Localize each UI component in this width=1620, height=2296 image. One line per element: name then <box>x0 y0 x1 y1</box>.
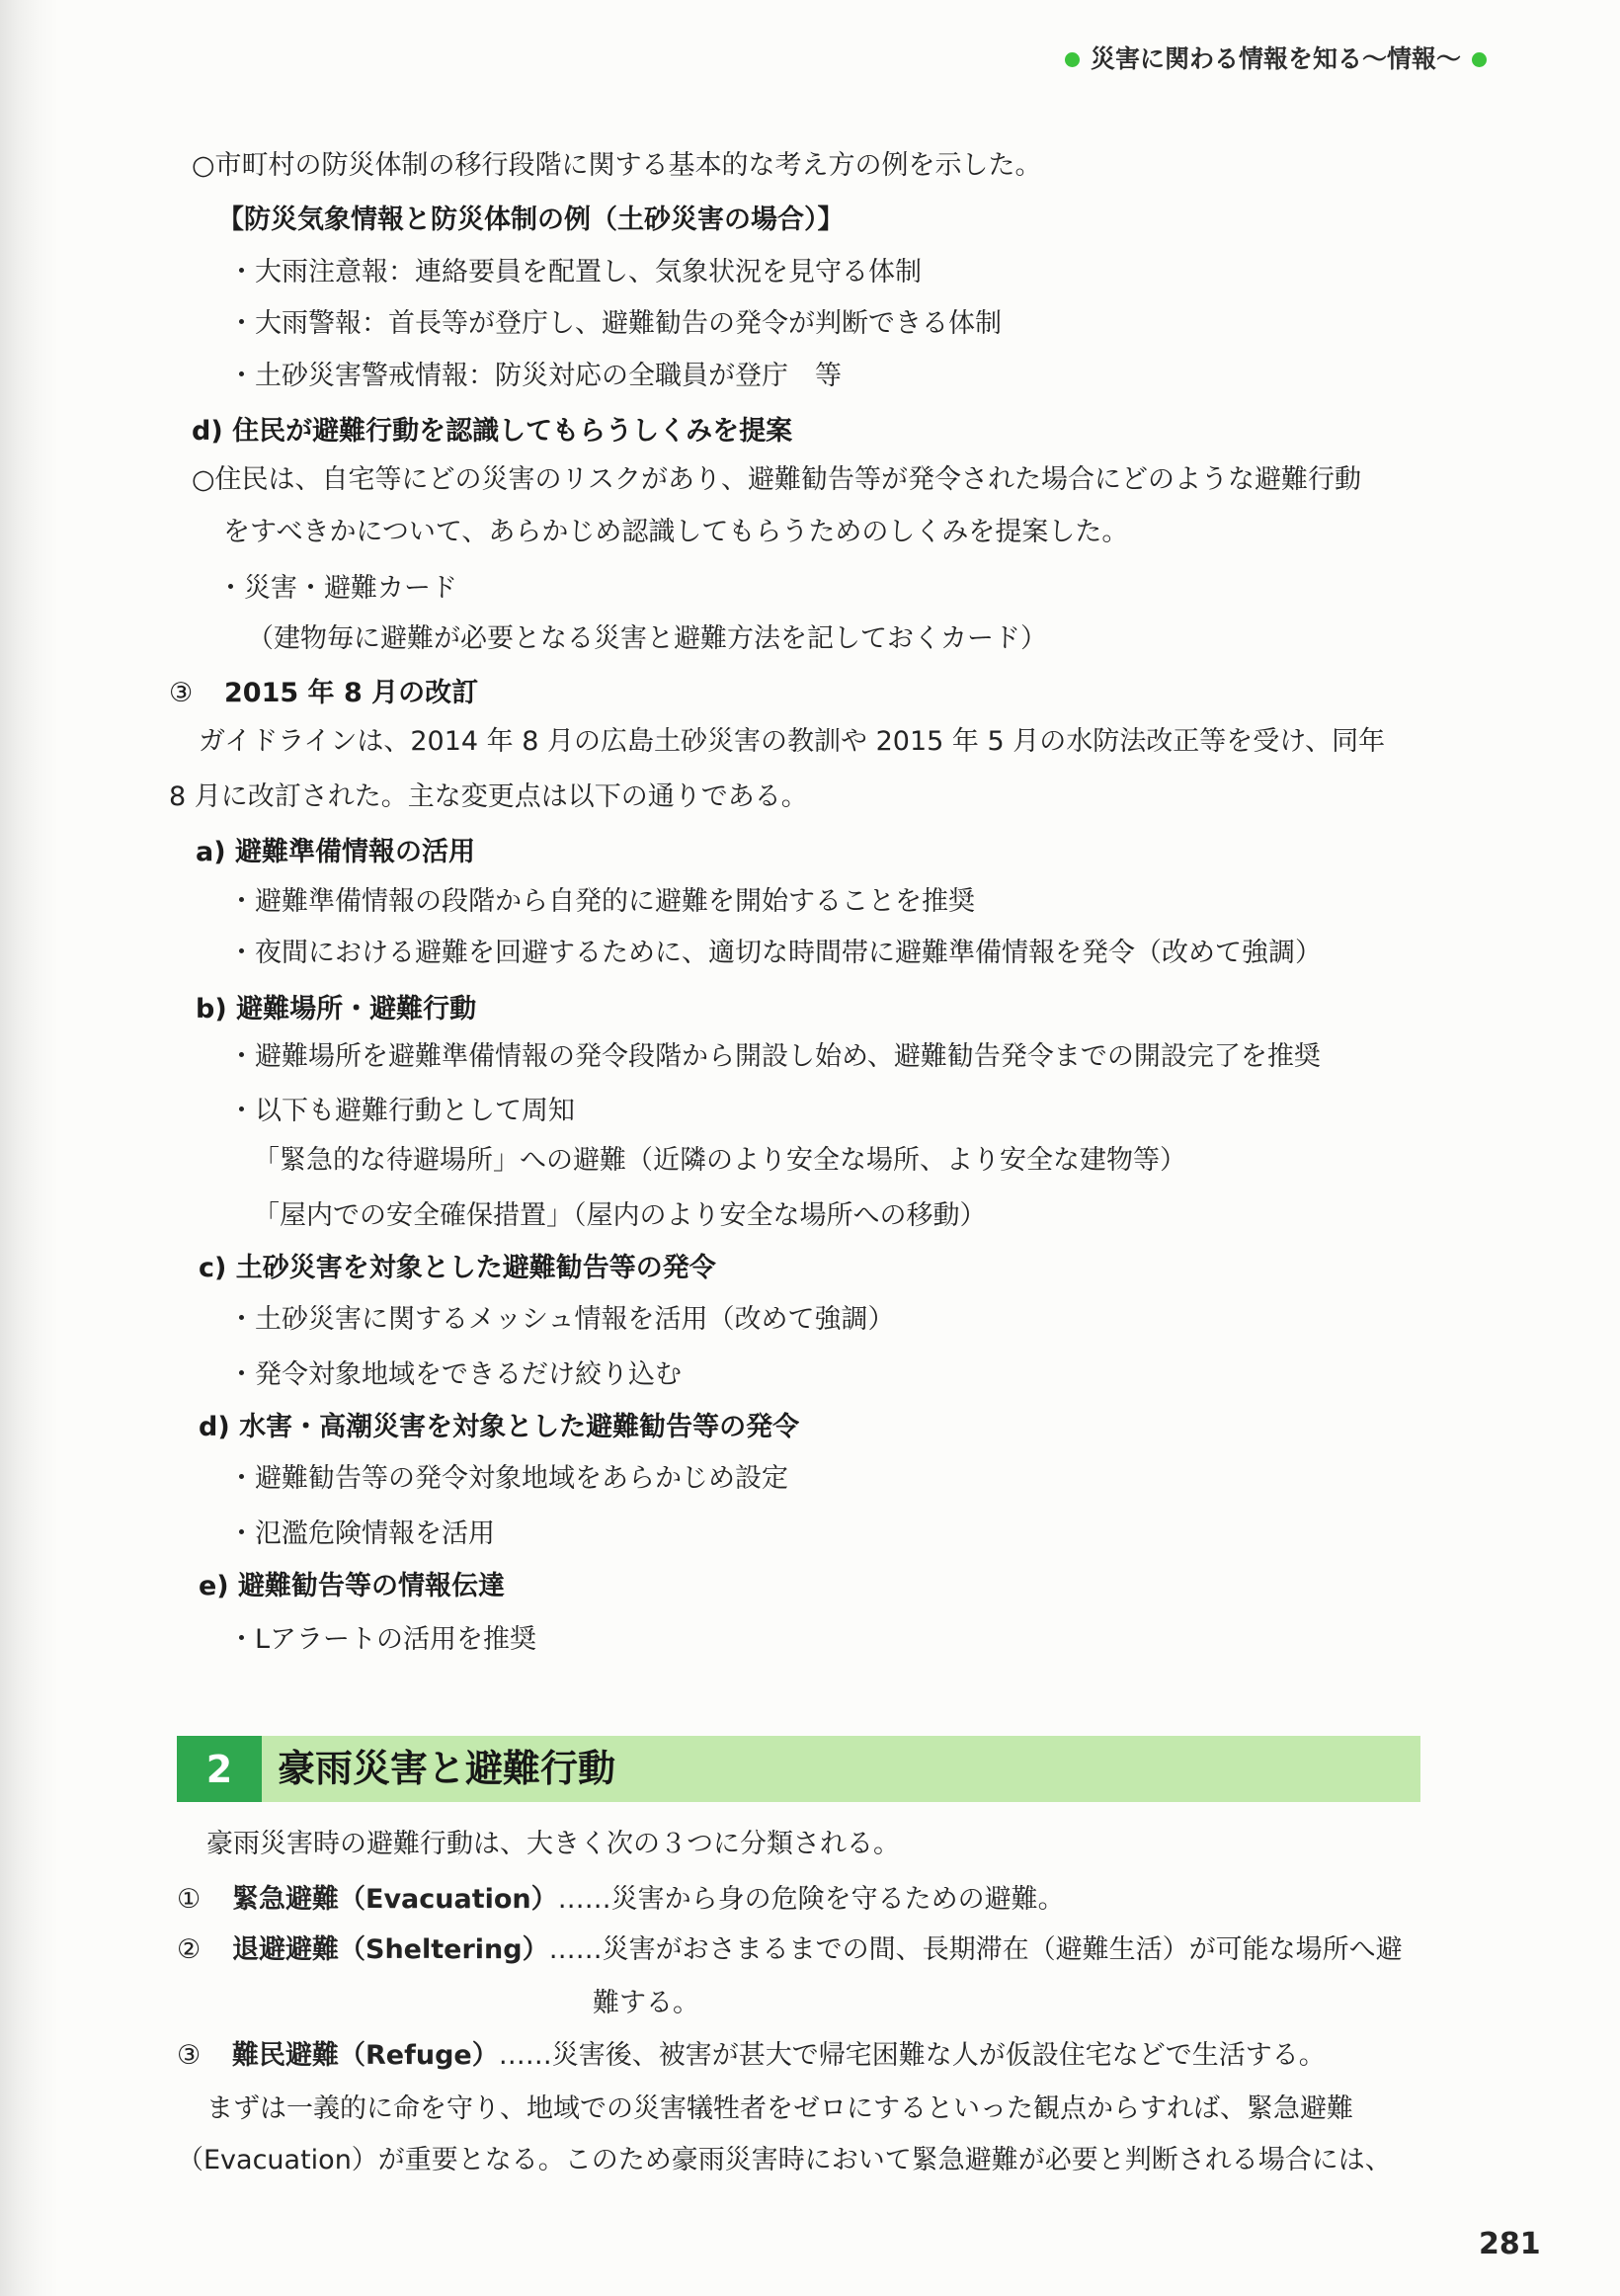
point-item: ・Lアラートの活用を推奨 <box>228 1624 537 1655</box>
point-item: ・発令対象地域をできるだけ絞り込む <box>228 1359 682 1390</box>
point-subitem: 「屋内での安全確保措置」（屋内のより安全な場所への移動） <box>253 1200 987 1231</box>
section-intro: 豪雨災害時の避難行動は、大きく次の３つに分類される。 <box>206 1829 900 1859</box>
section-number-badge: 2 <box>177 1736 262 1802</box>
circled-number-marker: ③ <box>177 2040 202 2071</box>
example-item: ・土砂災害警戒情報：防災対応の全職員が登庁 等 <box>228 361 842 391</box>
point-item: ・土砂災害に関するメッシュ情報を活用（改めて強調） <box>228 1304 895 1335</box>
category-item <box>177 1885 1065 1915</box>
running-header-title: 災害に関わる情報を知る〜情報〜 <box>1091 44 1462 73</box>
bullet-note: （建物毎に避難が必要となる災害と避難方法を記しておくカード） <box>247 623 1047 654</box>
example-heading: 【防災気象情報と防災体制の例（土砂災害の場合）】 <box>217 205 845 235</box>
example-item: ・大雨注意報：連絡要員を配置し、気象状況を見守る体制 <box>228 257 922 287</box>
point-item: ・以下も避難行動として周知 <box>228 1096 575 1126</box>
revision-heading <box>169 679 478 708</box>
closing-paragraph-line: （Evacuation）が重要となる。このため豪雨災害時において緊急避難が必要と判断される場合には、 <box>177 2145 1392 2175</box>
category-term: 退避避難（Sheltering） <box>232 1934 549 1965</box>
point-heading: c) 土砂災害を対象とした避難勧告等の発令 <box>199 1253 716 1283</box>
point-subitem: 「緊急的な待避場所」への避難（近隣のより安全な場所、より安全な建物等） <box>253 1145 1186 1176</box>
example-item: ・大雨警報：首長等が登庁し、避難勧告の発令が判断できる体制 <box>228 308 1002 339</box>
section-heading <box>177 1736 1420 1802</box>
category-desc: ……災害がおさまるまでの間、長期滞在（避難生活）が可能な場所へ避 <box>548 1934 1403 1965</box>
green-dot-icon <box>1065 52 1080 67</box>
circled-number-marker: ② <box>177 1934 202 1965</box>
category-item <box>177 1935 1403 1965</box>
category-desc: ……災害から身の危険を守るための避難。 <box>557 1884 1065 1915</box>
subheading-d: d) 住民が避難行動を認識してもらうしくみを提案 <box>192 416 793 447</box>
page-number: 281 <box>1479 2227 1541 2261</box>
paragraph-line: をすべきかについて、あらかじめ認識してもらうためのしくみを提案した。 <box>223 517 1129 547</box>
category-term: 緊急避難（Evacuation） <box>232 1884 558 1915</box>
circled-number-marker: ① <box>177 1884 202 1915</box>
point-item: ・氾濫危険情報を活用 <box>228 1518 495 1549</box>
bullet-item: ・災害・避難カード <box>217 573 457 604</box>
category-term: 難民避難（Refuge） <box>232 2040 499 2071</box>
revision-heading-text: 2015 年 8 月の改訂 <box>224 678 479 708</box>
closing-paragraph-line: まずは一義的に命を守り、地域での災害犠牲者をゼロにするといった観点からすれば、緊急避難 <box>206 2093 1353 2124</box>
point-heading: e) 避難勧告等の情報伝達 <box>199 1571 506 1601</box>
category-item <box>177 2041 1326 2071</box>
point-item: ・避難準備情報の段階から自発的に避難を開始することを推奨 <box>228 886 975 917</box>
paragraph-line: ガイドラインは、2014 年 8 月の広島土砂災害の教訓や 2015 年 5 月の水防法改正等を受け、同年 <box>199 726 1386 757</box>
section-title: 豪雨災害と避難行動 <box>278 1747 616 1790</box>
point-heading: a) 避難準備情報の活用 <box>196 837 475 867</box>
category-desc-continued: 難する。 <box>593 1988 699 2018</box>
paragraph-line: 8 月に改訂された。主な変更点は以下の通りである。 <box>169 781 808 812</box>
running-header <box>1065 43 1487 75</box>
paragraph-line: ○住民は、自宅等にどの災害のリスクがあり、避難勧告等が発令された場合にどのような避難行動 <box>192 464 1362 495</box>
circled-number-marker: ③ <box>169 678 194 708</box>
intro-line: ○市町村の防災体制の移行段階に関する基本的な考え方の例を示した。 <box>192 150 1042 181</box>
scan-edge-shadow <box>0 0 59 2296</box>
point-item: ・避難勧告等の発令対象地域をあらかじめ設定 <box>228 1463 788 1494</box>
point-heading: b) 避難場所・避難行動 <box>196 994 477 1025</box>
green-dot-icon <box>1472 52 1487 67</box>
point-item: ・避難場所を避難準備情報の発令段階から開設し始め、避難勧告発令までの開設完了を推奨 <box>228 1041 1321 1072</box>
category-desc: ……災害後、被害が甚大で帰宅困難な人が仮設住宅などで生活する。 <box>498 2040 1326 2071</box>
point-heading: d) 水害・高潮災害を対象とした避難勧告等の発令 <box>199 1412 800 1442</box>
point-item: ・夜間における避難を回避するために、適切な時間帯に避難準備情報を発令（改めて強調） <box>228 938 1322 968</box>
